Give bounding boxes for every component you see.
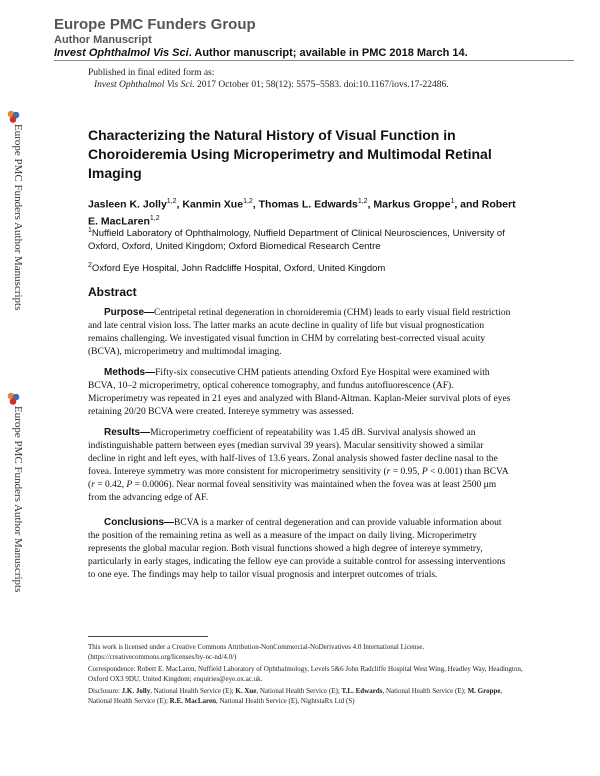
disclosure-label: Disclosure: bbox=[88, 687, 122, 695]
methods-text: Fifty-six consecutive CHM patients attending Oxford Eye Hospital were examined with BCVA, 10–2 microperimetry, optical coherence tomography, and fundus autofluorescence (AF). Microperimetry was repeated in 21 eyes and analyzed with Bland-Altman. Kaplan-Meier survival plots of eyes retaining 20/20 BCVA were created. Intereye symmetry was assessed. bbox=[88, 368, 511, 417]
published-info bbox=[88, 67, 449, 91]
abstract-heading: Abstract bbox=[88, 285, 137, 299]
disclosure-footnote bbox=[88, 686, 528, 706]
results-text-b: = 0.95, bbox=[390, 467, 422, 477]
disclosure-text: , National Health Service (E), NightstaRx Ltd (S) bbox=[215, 697, 355, 705]
sidebar-label-bottom: Europe PMC Funders Author Manuscripts bbox=[12, 406, 24, 593]
affiliation-text: Nuffield Laboratory of Ophthalmology, Nuffield Department of Clinical Neurosciences, University of Oxford, Oxford, United Kingdom; Oxford Biomedical Research Centre bbox=[88, 228, 505, 253]
abstract-conclusions bbox=[88, 516, 513, 582]
affiliation-number: 1 bbox=[88, 227, 92, 234]
results-text-e: = 0.0006). Near normal foveal sensitivity was maintained when the fovea was at least 2500 μm from the advancing edge of AF. bbox=[88, 480, 497, 503]
author-name: Markus Groppe bbox=[373, 198, 451, 211]
disclosure-text: , National Health Service (E); bbox=[88, 687, 503, 705]
conclusions-label: Conclusions— bbox=[104, 517, 175, 528]
disclosure-name: J.K. Jolly bbox=[121, 687, 151, 695]
author-affiliation-sup: 1,2 bbox=[149, 214, 160, 222]
results-stat-r: r bbox=[386, 467, 391, 477]
sidebar-label-top: Europe PMC Funders Author Manuscripts bbox=[12, 124, 24, 311]
results-text-d: = 0.42, bbox=[94, 480, 127, 490]
header bbox=[54, 16, 574, 60]
europe-pmc-logo-icon bbox=[7, 392, 20, 405]
published-label: Published in final edited form as: bbox=[88, 68, 215, 78]
disclosure-name: R.E. MacLaren bbox=[169, 697, 216, 705]
conclusions-text: BCVA is a marker of central degeneration and can provide valuable information about the position of the remaining retina as well as a measure of the impact on daily living. Microperimetry represents the global macular region. Both visual functions showed a high degree of intereye symmetry, particularly in early stages, indicating the fellow eye can provide a suitable control for assessing interventions to one eye. The findings may help to tailor visual prognosis and interpret outcomes of trials. bbox=[88, 518, 506, 580]
disclosure-name: M. Groppe bbox=[467, 687, 501, 695]
license-footnote: This work is licensed under a Creative Commons Attribution-NonCommercial-NoDerivatives 4.0 International License. (https://creativecommons.org/licenses/by-nc-nd/4.0/) bbox=[88, 643, 425, 661]
header-divider bbox=[54, 60, 574, 61]
author-affiliation-sup: 1,2 bbox=[357, 198, 368, 205]
abstract-purpose bbox=[88, 306, 513, 359]
europe-pmc-logo-icon bbox=[7, 110, 20, 123]
author-separator: , bbox=[176, 198, 183, 211]
brand-title: Europe PMC Funders Group bbox=[54, 16, 256, 33]
author-affiliation-sup: 1 bbox=[450, 198, 455, 205]
affiliation-number: 2 bbox=[88, 262, 92, 269]
citation-text: . 2017 October 01; 58(12): 5575–5583. doi:10.1167/iovs.17-22486. bbox=[192, 80, 449, 90]
author-name: Robert E. MacLaren bbox=[88, 198, 516, 227]
purpose-label: Purpose— bbox=[104, 307, 155, 318]
author-name: Kanmin Xue bbox=[182, 198, 244, 211]
results-stat-r: r bbox=[91, 480, 95, 490]
affiliation-text: Oxford Eye Hospital, John Radcliffe Hospital, Oxford, United Kingdom bbox=[91, 263, 386, 275]
results-stat-p: P bbox=[421, 467, 428, 477]
disclosure-text: , National Health Service (E); bbox=[256, 687, 342, 695]
affiliation-2 bbox=[88, 259, 528, 275]
disclosure-name: T.L. Edwards bbox=[341, 687, 383, 695]
journal-name: Invest Ophthalmol Vis Sci bbox=[54, 47, 189, 59]
author-affiliation-sup: 1,2 bbox=[243, 198, 253, 205]
disclosure-text: , National Health Service (E); bbox=[150, 687, 236, 695]
availability-text: . Author manuscript; available in PMC 2018 March 14. bbox=[188, 47, 468, 59]
author-manuscript-label: Author Manuscript bbox=[54, 34, 152, 46]
author-separator: , and bbox=[454, 198, 482, 211]
results-label: Results— bbox=[104, 427, 151, 438]
author-separator: , bbox=[367, 198, 374, 211]
correspondence-footnote: Correspondence: Robert E. MacLaren, Nuffield Laboratory of Ophthalmology, Levels 5&6 John Radcliffe Hospital West Wing, Headley Way, Headington, Oxford OX3 9DU, United Kingdom; enquiries@eye.ox.ac.uk. bbox=[88, 665, 523, 683]
results-stat-p: P bbox=[126, 480, 133, 490]
author-name: Thomas L. Edwards bbox=[258, 198, 358, 211]
published-journal: Invest Ophthalmol Vis Sci bbox=[94, 80, 193, 90]
journal-availability bbox=[54, 47, 574, 60]
disclosure-name: K. Xue bbox=[235, 687, 257, 695]
article-title: Characterizing the Natural History of Visual Function in Choroideremia Using Microperimetry and Multimodal Retinal Imaging bbox=[88, 127, 492, 181]
footnote-divider bbox=[88, 636, 208, 637]
published-citation bbox=[88, 79, 449, 91]
disclosure-text: , National Health Service (E); bbox=[382, 687, 468, 695]
author-separator: , bbox=[252, 198, 259, 211]
abstract-results bbox=[88, 426, 513, 505]
author-affiliation-sup: 1,2 bbox=[166, 198, 177, 205]
purpose-text: Centripetal retinal degeneration in choroideremia (CHM) leads to early visual field restriction and late central vision loss. The latter marks an acute decline in quality of life but visual prognostication remains challenging. We investigated visual function in CHM by correlating best-corrected visual acuity (BCVA), microperimetry and multimodal imaging. bbox=[88, 308, 511, 357]
results-text-c: < 0.001) than BCVA ( bbox=[88, 467, 509, 490]
affiliation-1 bbox=[88, 224, 528, 253]
abstract-methods bbox=[88, 366, 513, 419]
author-name: Jasleen K. Jolly bbox=[88, 198, 167, 211]
results-text-a: Microperimetry coefficient of repeatability was 1.45 dB. Survival analysis showed an indistinguishable pattern between eyes (median survival 39 years). Macular sensitivity showed a similar decline in right and left eyes, with half-lives of 13.6 years. Zonal analysis showed faster decline nasal to the fovea. Intereye symmetry was more consistent for microperimetry sensitivity ( bbox=[88, 428, 498, 477]
methods-label: Methods— bbox=[104, 367, 156, 378]
